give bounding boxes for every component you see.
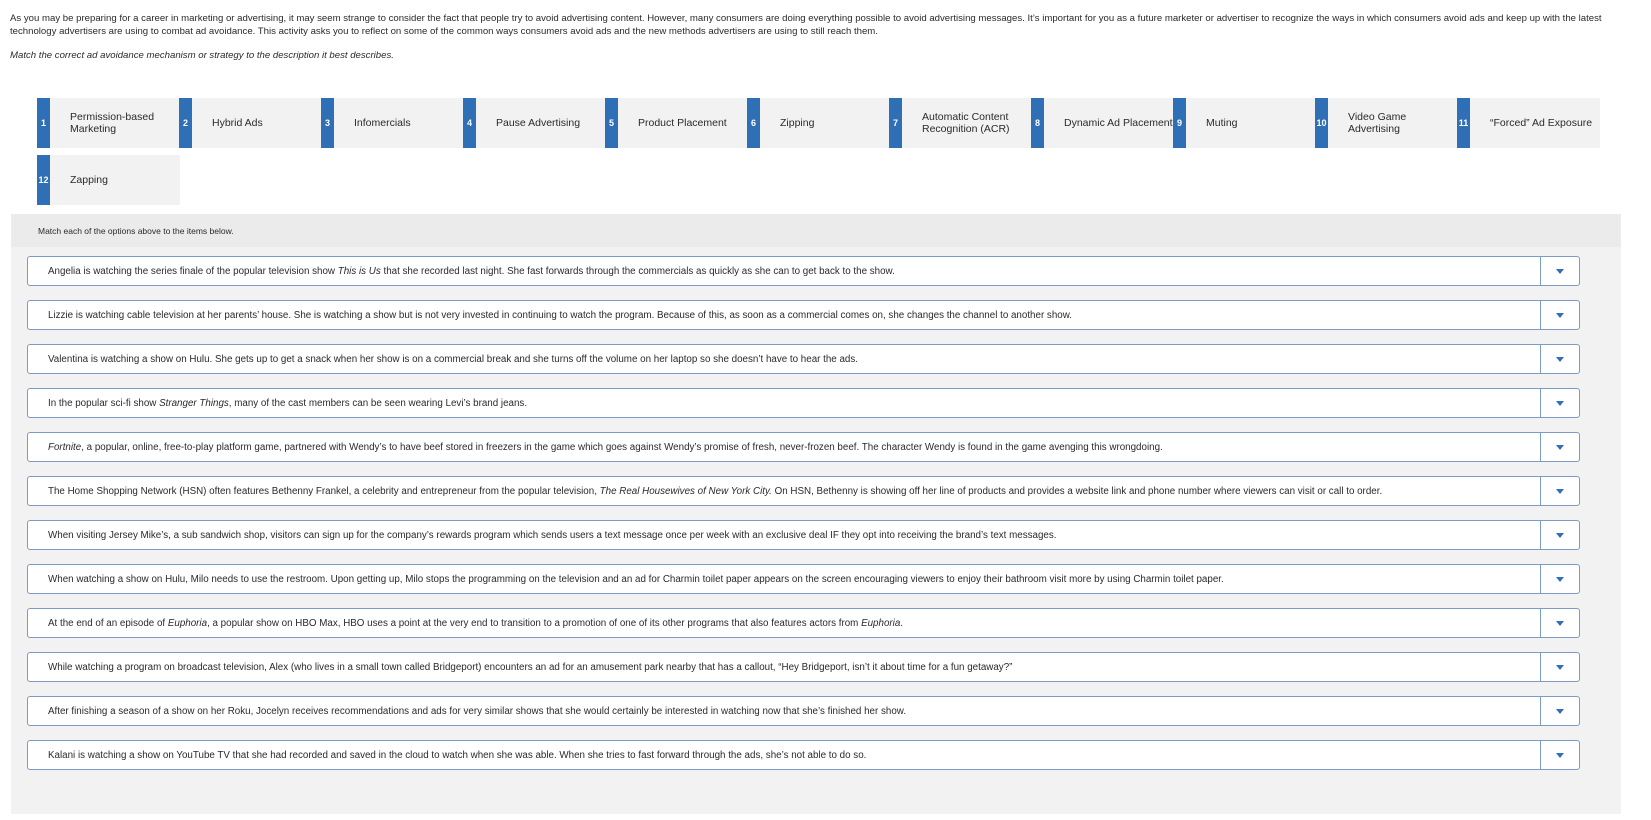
- chevron-down-icon: [1556, 445, 1564, 450]
- chevron-down-icon: [1556, 533, 1564, 538]
- match-item: [27, 608, 1580, 638]
- answer-dropdown[interactable]: [1540, 477, 1579, 505]
- option-number: 2: [179, 98, 192, 148]
- option-10[interactable]: [1315, 98, 1458, 148]
- option-number: 4: [463, 98, 476, 148]
- answer-dropdown[interactable]: [1540, 257, 1579, 285]
- option-label: “Forced” Ad Exposure: [1490, 117, 1593, 129]
- answer-dropdown[interactable]: [1540, 741, 1579, 769]
- match-item: [27, 520, 1580, 550]
- match-item: [27, 300, 1580, 330]
- chevron-down-icon: [1556, 401, 1564, 406]
- match-item: [27, 564, 1580, 594]
- item-text: At the end of an episode of Euphoria, a popular show on HBO Max, HBO uses a point at the very end to transition to a promotion of one of its other programs that also features actors from Euphoria.: [48, 617, 904, 629]
- option-6[interactable]: [747, 98, 890, 148]
- answer-dropdown[interactable]: [1540, 697, 1579, 725]
- answer-dropdown[interactable]: [1540, 653, 1579, 681]
- match-item: [27, 432, 1580, 462]
- option-5[interactable]: [605, 98, 748, 148]
- option-number: 5: [605, 98, 618, 148]
- item-text: Angelia is watching the series finale of the popular television show This is Us that she recorded last night. She fast forwards through the commercials as quickly as she can to get back to the show.: [48, 265, 895, 277]
- answer-dropdown[interactable]: [1540, 565, 1579, 593]
- item-text: In the popular sci-fi show Stranger Things, many of the cast members can be seen wearing Levi’s brand jeans.: [48, 397, 528, 409]
- match-item: [27, 696, 1580, 726]
- option-number: 1: [37, 98, 50, 148]
- option-number: 6: [747, 98, 760, 148]
- chevron-down-icon: [1556, 577, 1564, 582]
- chevron-down-icon: [1556, 753, 1564, 758]
- item-text: When visiting Jersey Mike’s, a sub sandwich shop, visitors can sign up for the company’s rewards program which sends users a text message once per week with an exclusive deal IF they opt into receiving the brand’s text messages.: [48, 529, 1057, 541]
- option-label: Zapping: [70, 174, 108, 186]
- match-item: [27, 740, 1580, 770]
- option-number: 9: [1173, 98, 1186, 148]
- match-item: [27, 652, 1580, 682]
- answer-dropdown[interactable]: [1540, 609, 1579, 637]
- option-number: 12: [37, 155, 50, 205]
- option-8[interactable]: [1031, 98, 1174, 148]
- option-label: Muting: [1206, 117, 1238, 129]
- option-3[interactable]: [321, 98, 464, 148]
- item-text: While watching a program on broadcast television, Alex (who lives in a small town called Bridgeport) encounters an ad for an amusement park nearby that has a callout, “Hey Bridgeport, isn’t it about time for a fun getaway?”: [48, 661, 1013, 673]
- option-label: Hybrid Ads: [212, 117, 263, 129]
- option-label: Video Game Advertising: [1348, 111, 1407, 135]
- intro-text: As you may be preparing for a career in marketing or advertising, it may seem strange to consider the fact that people try to avoid advertising content. However, many consumers are doing everything possible to avoid advertising messages. It’s important for you as a future marketer or advertiser to recognize the ways in which consumers avoid ads and keep up with the latest technology advertisers are using to combat ad avoidance. This activity asks you to reflect on some of the common ways consumers avoid ads and the new methods advertisers are using to still reach them.: [10, 13, 1602, 37]
- answer-dropdown[interactable]: [1540, 521, 1579, 549]
- option-2[interactable]: [179, 98, 322, 148]
- option-1[interactable]: [37, 98, 180, 148]
- item-text: Kalani is watching a show on YouTube TV that she had recorded and saved in the cloud to watch when she was able. When she tries to fast forward through the ads, she’s not able to do so.: [48, 749, 867, 761]
- instruction-text: Match the correct ad avoidance mechanism or strategy to the description it best describes.: [10, 50, 394, 61]
- item-text: When watching a show on Hulu, Milo needs to use the restroom. Upon getting up, Milo stops the programming on the television and an ad for Charmin toilet paper appears on the screen encouraging viewers to enjoy their bathroom visit more by using Charmin toilet paper.: [48, 573, 1224, 585]
- answer-dropdown[interactable]: [1540, 301, 1579, 329]
- match-item: [27, 476, 1580, 506]
- option-label: Infomercials: [354, 117, 411, 129]
- panel-header: [11, 214, 1621, 247]
- option-7[interactable]: [889, 98, 1032, 148]
- chevron-down-icon: [1556, 357, 1564, 362]
- option-11[interactable]: [1457, 98, 1600, 148]
- option-number: 3: [321, 98, 334, 148]
- chevron-down-icon: [1556, 665, 1564, 670]
- option-label: Automatic Content Recognition (ACR): [922, 111, 1010, 135]
- chevron-down-icon: [1556, 709, 1564, 714]
- match-item: [27, 256, 1580, 286]
- option-number: 10: [1315, 98, 1328, 148]
- chevron-down-icon: [1556, 269, 1564, 274]
- option-label: Zipping: [780, 117, 815, 129]
- option-number: 11: [1457, 98, 1470, 148]
- answer-dropdown[interactable]: [1540, 345, 1579, 373]
- answer-dropdown[interactable]: [1540, 389, 1579, 417]
- chevron-down-icon: [1556, 489, 1564, 494]
- option-12[interactable]: [37, 155, 180, 205]
- option-number: 8: [1031, 98, 1044, 148]
- item-text: Valentina is watching a show on Hulu. She gets up to get a snack when her show is on a commercial break and she turns off the volume on her laptop so she doesn’t have to hear the ads.: [48, 353, 858, 365]
- item-text: Fortnite, a popular, online, free-to-play platform game, partnered with Wendy’s to have beef stored in freezers in the game which goes against Wendy’s promise of fresh, never-frozen beef. The character Wendy is found in the game avenging this wrongdoing.: [48, 441, 1163, 453]
- option-label: Pause Advertising: [496, 117, 581, 129]
- chevron-down-icon: [1556, 313, 1564, 318]
- item-text: After finishing a season of a show on her Roku, Jocelyn receives recommendations and ads for very similar shows that she would certainly be interested in watching now that she’s finished her show.: [48, 705, 907, 717]
- option-9[interactable]: [1173, 98, 1316, 148]
- match-item: [27, 388, 1580, 418]
- match-panel: [11, 214, 1621, 814]
- option-label: Permission-based Marketing: [70, 111, 155, 135]
- option-label: Product Placement: [638, 117, 727, 129]
- item-text: The Home Shopping Network (HSN) often features Bethenny Frankel, a celebrity and entrepreneur from the popular television, The Real Housewives of New York City. On HSN, Bethenny is showing off her line of products and provides a website link and phone number where viewers can visit or call to order.: [48, 485, 1383, 497]
- item-text: Lizzie is watching cable television at her parents’ house. She is watching a show but is not very invested in continuing to watch the program. Because of this, as soon as a commercial comes on, she changes the channel to another show.: [48, 309, 1072, 321]
- option-number: 7: [889, 98, 902, 148]
- option-label: Dynamic Ad Placement: [1064, 117, 1173, 129]
- answer-dropdown[interactable]: [1540, 433, 1579, 461]
- option-4[interactable]: [463, 98, 606, 148]
- match-item: [27, 344, 1580, 374]
- panel-header-text: Match each of the options above to the items below.: [38, 226, 234, 236]
- chevron-down-icon: [1556, 621, 1564, 626]
